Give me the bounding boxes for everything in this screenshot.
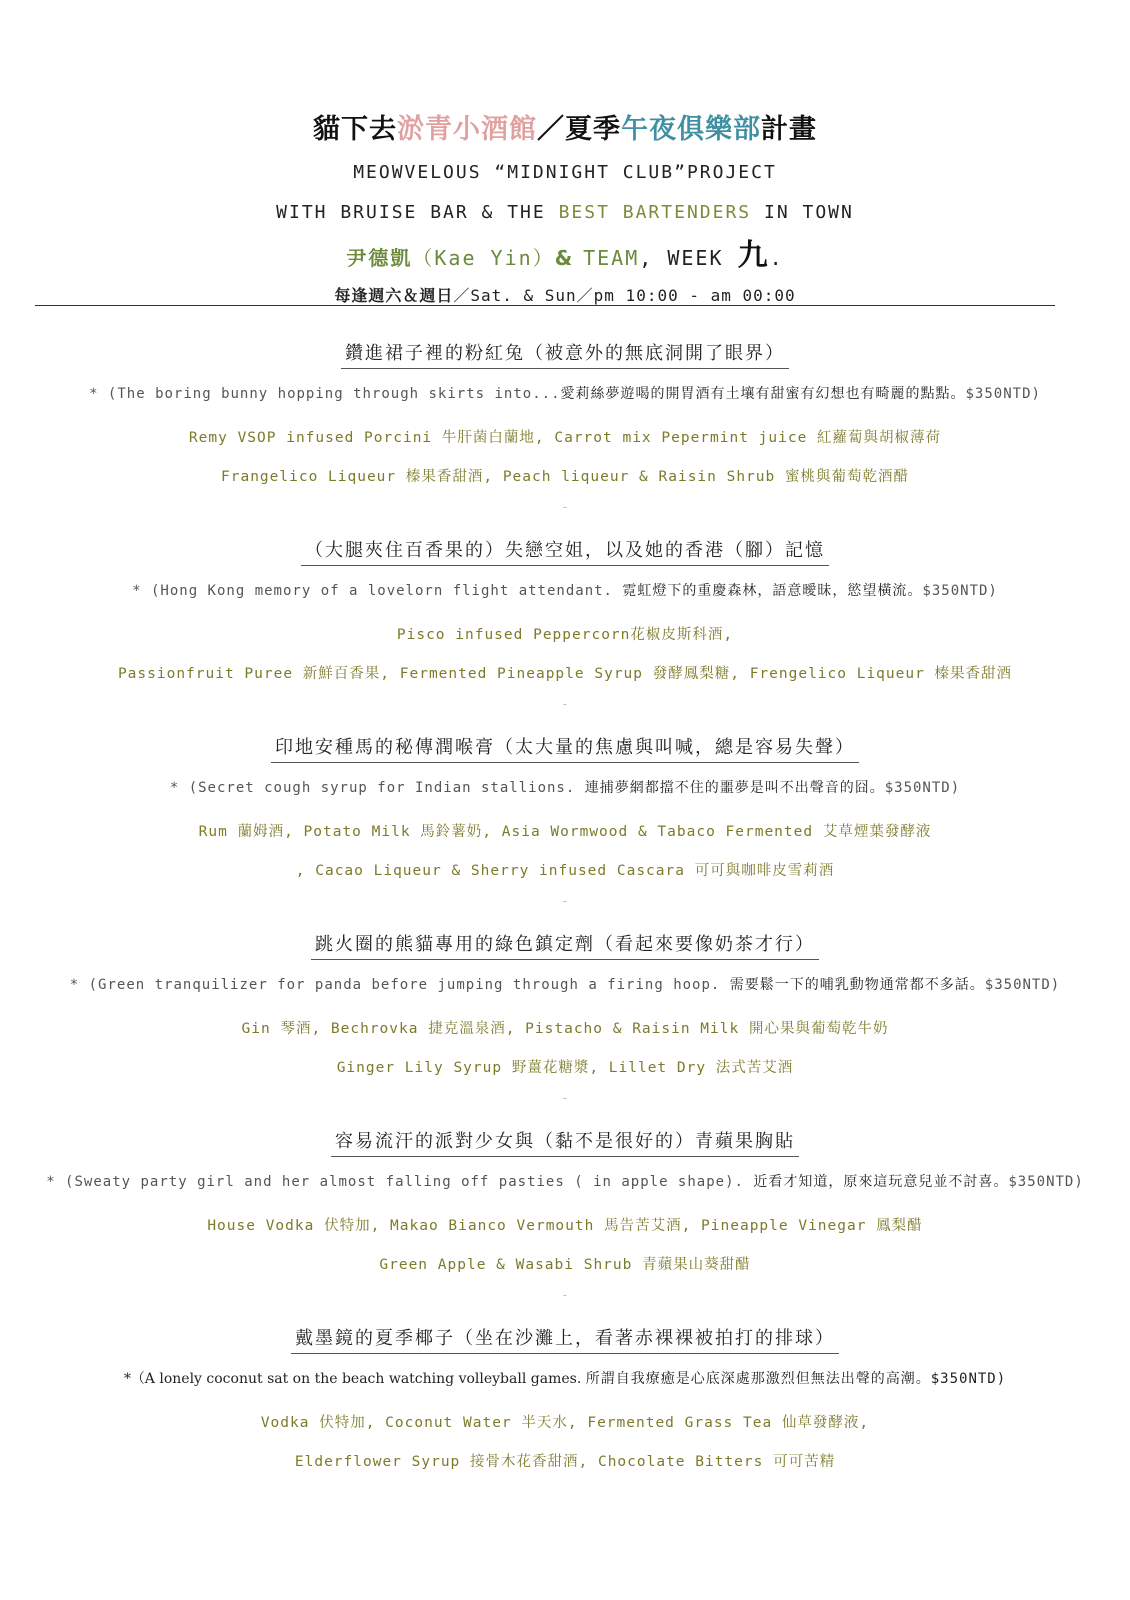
title-part: ／夏季 bbox=[537, 114, 621, 145]
description-en: *（A lonely coconut sat on the beach watching volleyball games. bbox=[123, 1371, 586, 1387]
menu-item-title: 容易流汗的派對少女與（黏不是很好的）青蘋果胸貼 bbox=[331, 1128, 799, 1157]
ingredient-line: Ginger Lily Syrup 野薑花糖漿, Lillet Dry 法式苦艾酒 bbox=[336, 1060, 794, 1076]
description-en: * (The boring bunny hopping through skirts into... bbox=[89, 386, 561, 402]
menu-item-description bbox=[0, 971, 1130, 999]
ingredient-line: Frangelico Liqueur 榛果香甜酒, Peach liqueur & Raisin Shrub 蜜桃與葡萄乾酒醋 bbox=[221, 469, 909, 485]
description-cn: 霓虹燈下的重慶森林，語意曖昧，慾望橫流。 bbox=[622, 583, 923, 599]
with-line bbox=[0, 198, 1130, 228]
ingredient-line: Gin 琴酒, Bechrovka 捷克溫泉酒, Pistacho & Raisin Milk 開心果與葡萄乾牛奶 bbox=[241, 1021, 889, 1037]
menu-item bbox=[0, 931, 1130, 1128]
ingredient-line: Passionfruit Puree 新鮮百香果, Fermented Pineapple Syrup 發酵鳳梨糖, Frengelico Liqueur 榛果香甜酒 bbox=[117, 666, 1013, 682]
price: $350NTD) bbox=[922, 583, 998, 599]
menu-item-description bbox=[0, 380, 1130, 408]
ingredient-line: Rum 蘭姆酒, Potato Milk 馬鈴薯奶, Asia Wormwood & Tabaco Fermented 艾草煙葉發酵液 bbox=[198, 824, 932, 840]
menu-item bbox=[0, 537, 1130, 734]
with-line-before: WITH BRUISE BAR & THE bbox=[276, 202, 559, 223]
ingredient-line: Green Apple & Wasabi Shrub 青蘋果山葵甜醋 bbox=[379, 1257, 751, 1273]
item-separator: - bbox=[561, 1091, 569, 1105]
title-part: 計畫 bbox=[761, 114, 817, 145]
description-en: * (Green tranquilizer for panda before jumping through a firing hoop. bbox=[69, 977, 730, 993]
week-end: . bbox=[769, 246, 784, 270]
description-cn: 愛莉絲夢遊喝的開胃酒有土壤有甜蜜有幻想也有畸麗的點點。 bbox=[560, 386, 966, 402]
team-line bbox=[0, 238, 1130, 274]
ingredient-line: House Vodka 伏特加, Makao Bianco Vermouth 馬告苦艾酒, Pineapple Vinegar 鳳梨醋 bbox=[207, 1218, 923, 1234]
item-separator: - bbox=[561, 697, 569, 711]
title-part-club-name: 午夜俱樂部 bbox=[621, 114, 761, 145]
menu-item-title: 戴墨鏡的夏季椰子（坐在沙灘上，看著赤裸裸被拍打的排球） bbox=[291, 1325, 839, 1354]
ingredient-line: Vodka 伏特加, Coconut Water 半天水, Fermented Grass Tea 仙草發酵液, bbox=[260, 1415, 870, 1431]
description-cn: 需要鬆一下的哺乳動物通常都不多話。 bbox=[729, 977, 985, 993]
schedule-days: 每逢週六＆週日 bbox=[334, 286, 454, 305]
menu-item-title: 印地安種馬的秘傳潤喉膏（太大量的焦慮與叫喊，總是容易失聲） bbox=[271, 734, 859, 763]
menu-item bbox=[0, 734, 1130, 931]
menu-item-title: 跳火圈的熊貓專用的綠色鎮定劑（看起來要像奶茶才行） bbox=[311, 931, 819, 960]
ingredient-line: Pisco infused Peppercorn花椒皮斯科酒, bbox=[396, 627, 734, 643]
menu-item-title: （大腿夾住百香果的）失戀空姐，以及她的香港（腳）記憶 bbox=[301, 537, 829, 566]
schedule-hours: ／Sat. & Sun／pm 10:00 - am 00:00 bbox=[453, 286, 796, 305]
cocktail-menu bbox=[0, 340, 1130, 1522]
with-line-after: IN TOWN bbox=[751, 202, 854, 223]
menu-item-description bbox=[0, 577, 1130, 605]
bartender-name-cn: 尹德凱 bbox=[346, 246, 413, 270]
page-title bbox=[0, 112, 1130, 148]
price: $350NTD) bbox=[984, 977, 1061, 993]
description-cn: 所謂自我療癒是心底深處那激烈但無法出聲的高潮。 bbox=[585, 1371, 931, 1387]
description-en: * (Sweaty party girl and her almost falling off pasties ( in apple shape). bbox=[46, 1174, 754, 1190]
description-cn: 連捕夢網都擋不住的噩夢是叫不出聲音的囧。 bbox=[584, 780, 885, 796]
item-separator: - bbox=[561, 894, 569, 908]
team-label: TEAM bbox=[583, 246, 640, 270]
menu-item bbox=[0, 1128, 1130, 1325]
menu-item-title: 鑽進裙子裡的粉紅兔（被意外的無底洞開了眼界） bbox=[341, 340, 789, 369]
price: $350NTD) bbox=[965, 386, 1041, 402]
price: $350NTD) bbox=[1008, 1174, 1084, 1190]
menu-item-description bbox=[0, 774, 1130, 802]
with-line-highlight: BEST BARTENDERS bbox=[558, 202, 752, 223]
description-cn: 近看才知道，原來這玩意兒並不討喜。 bbox=[753, 1174, 1009, 1190]
title-part-bar-name: 淤青小酒館 bbox=[397, 114, 537, 145]
page-header bbox=[0, 112, 1130, 310]
project-subtitle: MEOWVELOUS “MIDNIGHT CLUB”PROJECT bbox=[353, 162, 777, 183]
week-label: , WEEK bbox=[639, 246, 738, 270]
ingredient-line: , Cacao Liqueur & Sherry infused Cascara 可可與咖啡皮雪莉酒 bbox=[295, 863, 835, 879]
title-part: 貓下去 bbox=[313, 114, 397, 145]
price: $350NTD) bbox=[930, 1371, 1007, 1387]
ingredient-line: Elderflower Syrup 接骨木花香甜酒, Chocolate Bitters 可可苦精 bbox=[294, 1454, 836, 1470]
week-number: 九 bbox=[737, 238, 770, 273]
team-amp: & bbox=[554, 246, 584, 270]
menu-item-description bbox=[0, 1168, 1130, 1196]
description-en: * (Hong Kong memory of a lovelorn flight attendant. bbox=[132, 583, 623, 599]
item-separator: - bbox=[561, 1288, 569, 1302]
item-separator: - bbox=[561, 500, 569, 514]
description-en: * (Secret cough syrup for Indian stallions. bbox=[169, 780, 585, 796]
price: $350NTD) bbox=[884, 780, 961, 796]
menu-item bbox=[0, 1325, 1130, 1522]
ingredient-line: Remy VSOP infused Porcini 牛肝菌白蘭地, Carrot mix Pepermint juice 紅蘿蔔與胡椒薄荷 bbox=[188, 430, 942, 446]
header-divider bbox=[35, 305, 1055, 306]
bartender-name-en: （Kae Yin） bbox=[412, 246, 555, 270]
menu-item bbox=[0, 340, 1130, 537]
menu-item-description bbox=[0, 1365, 1130, 1393]
